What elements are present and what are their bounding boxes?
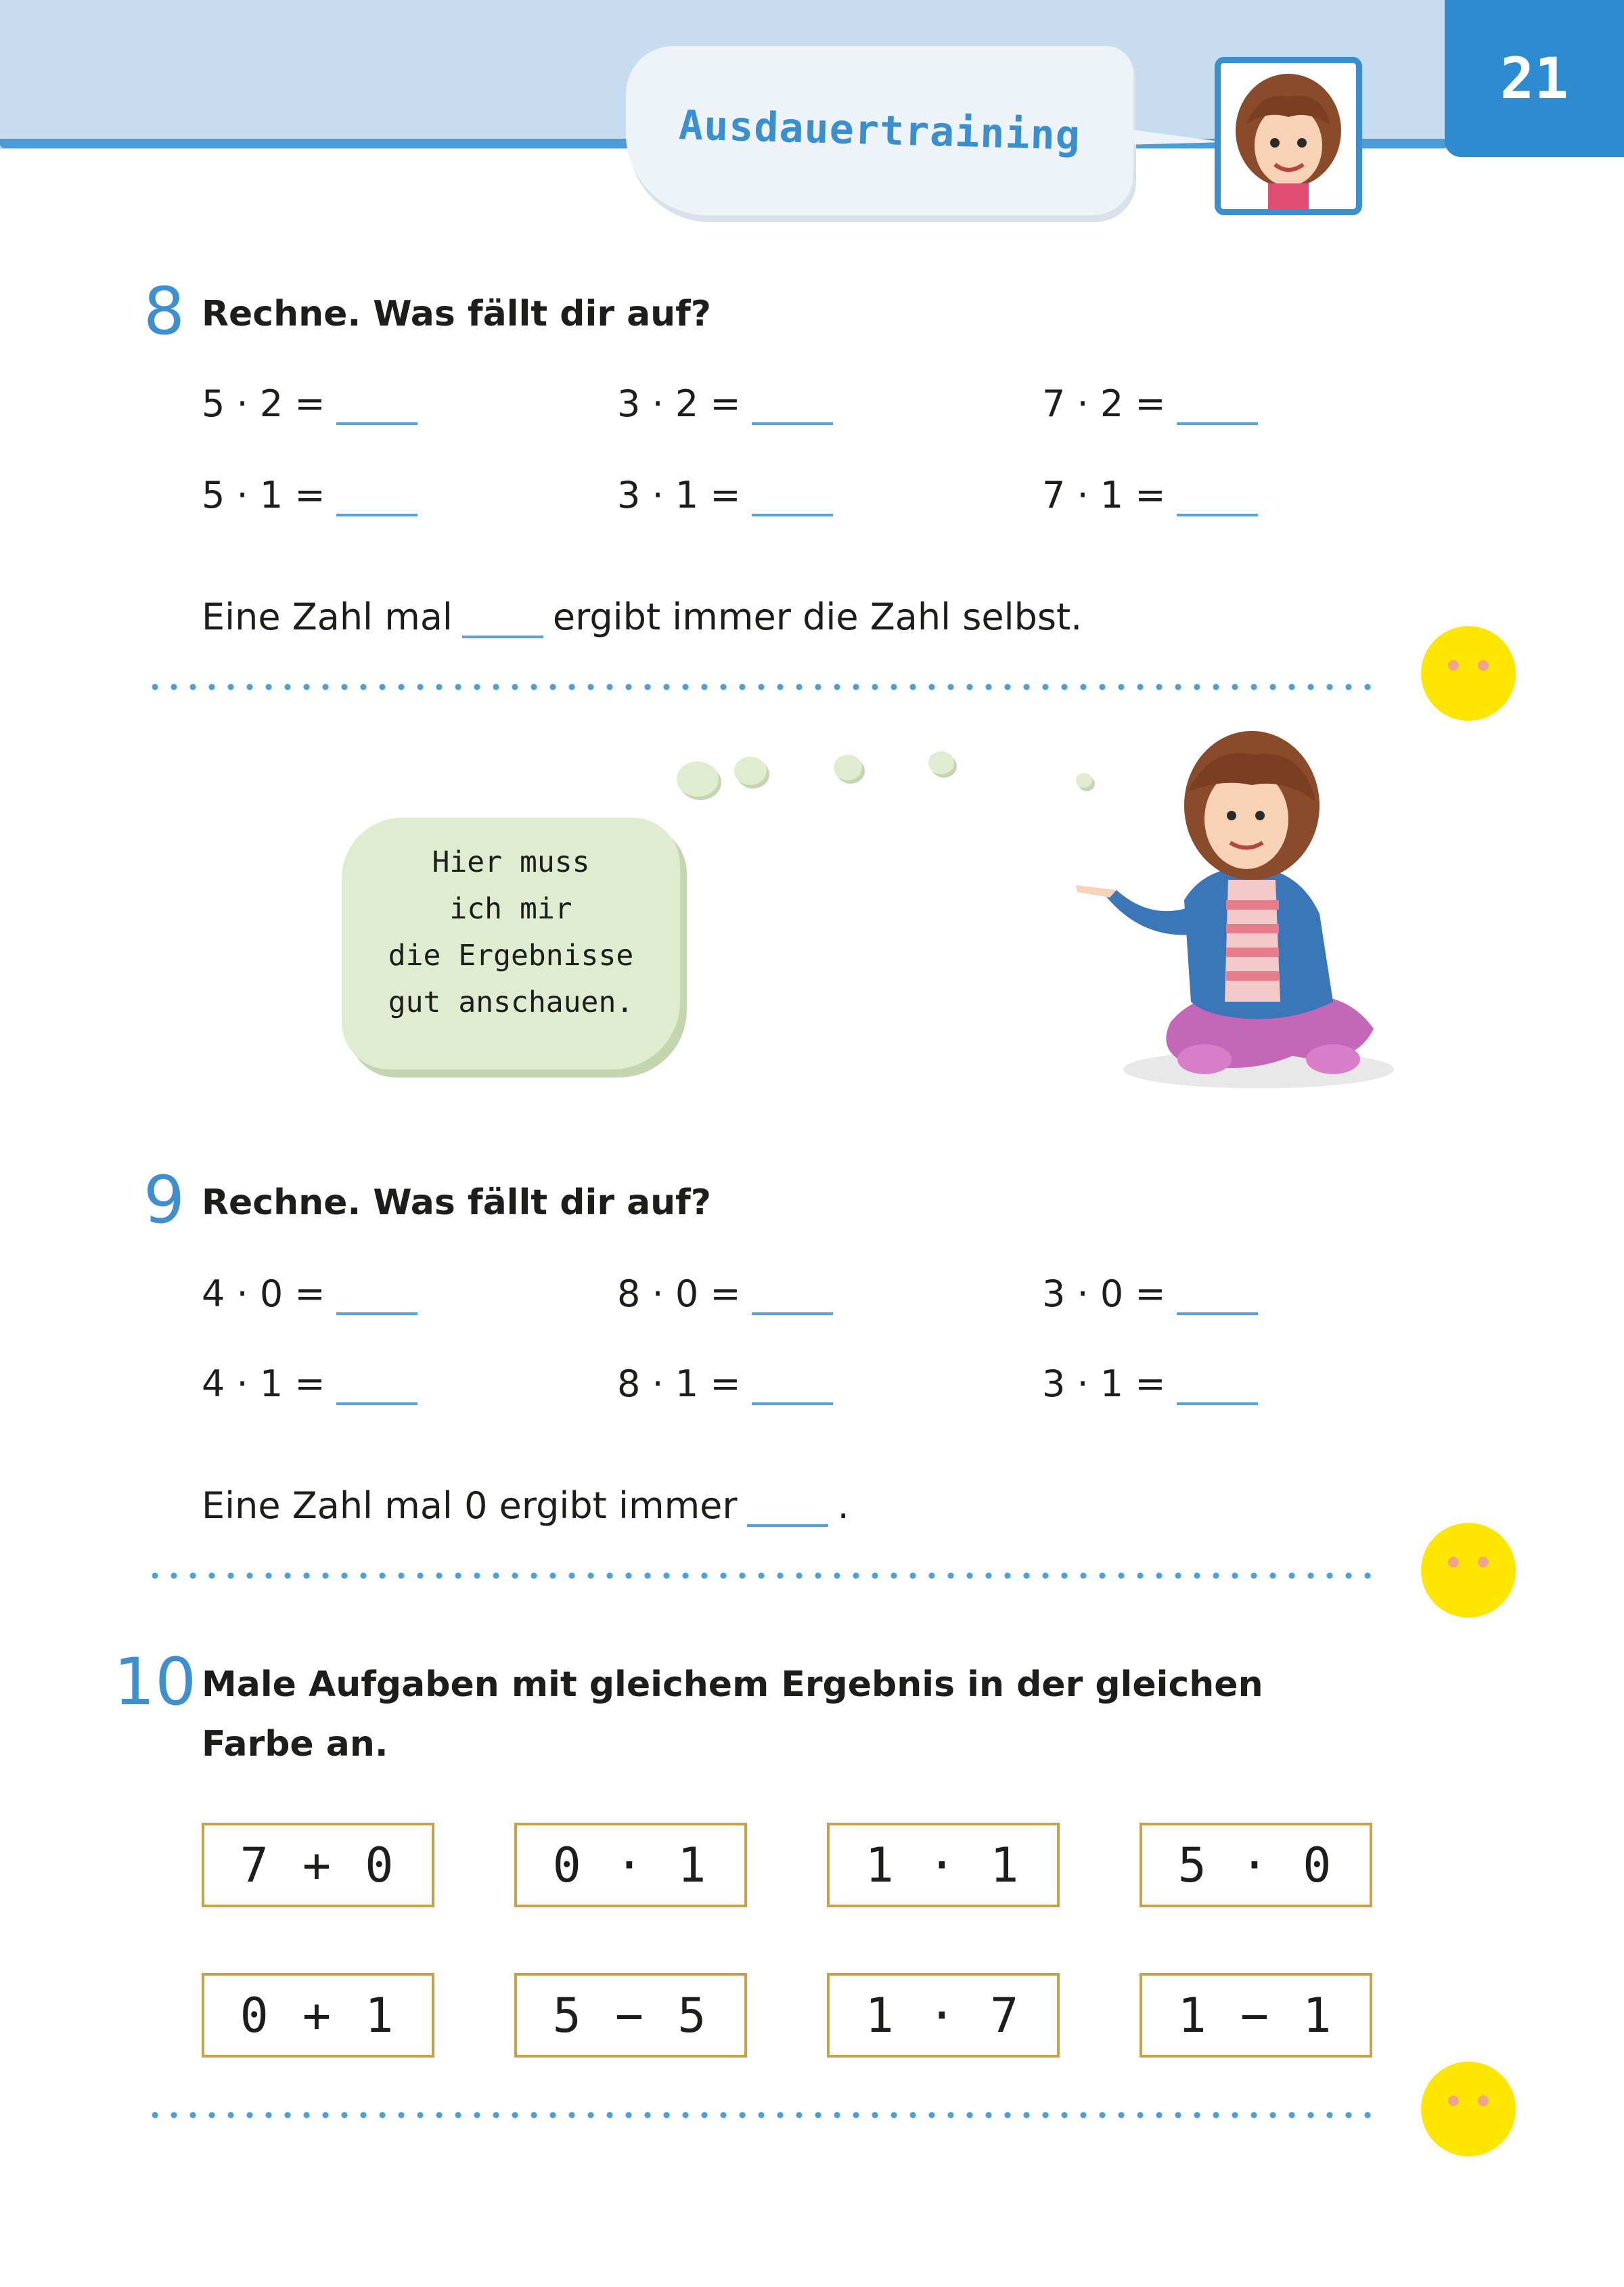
equation: 8 · 1 = <box>617 1362 833 1405</box>
equation: 4 · 0 = <box>202 1272 418 1315</box>
answer-blank[interactable] <box>752 395 833 425</box>
equation: 5 · 2 = <box>202 382 418 425</box>
dotted-divider <box>145 2112 1372 2118</box>
girl-face-icon <box>1221 63 1356 209</box>
calc-box[interactable]: 5 − 5 <box>514 1973 747 2058</box>
task-10-prompt: Male Aufgaben mit gleichem Ergebnis in der gleichen Farbe an. <box>202 1664 1263 1764</box>
task-9-prompt: Rechne. Was fällt dir auf? <box>202 1182 711 1223</box>
sentence-blank[interactable] <box>462 608 543 638</box>
task-number-10: 10 <box>114 1644 197 1720</box>
calc-box[interactable]: 7 + 0 <box>202 1823 434 1907</box>
equation: 7 · 1 = <box>1042 474 1258 516</box>
avatar <box>1215 57 1362 215</box>
task-8-sentence: Eine Zahl mal ergibt immer die Zahl selbst. <box>202 596 1083 638</box>
answer-blank[interactable] <box>752 1375 833 1405</box>
sentence-blank[interactable] <box>747 1497 828 1527</box>
thought-bubble-dot <box>834 755 862 780</box>
dotted-divider <box>145 684 1372 690</box>
answer-blank[interactable] <box>752 1285 833 1315</box>
calc-box[interactable]: 1 − 1 <box>1140 1973 1372 2058</box>
title-bubble <box>626 46 1133 215</box>
answer-blank[interactable] <box>336 487 418 516</box>
answer-blank[interactable] <box>752 487 833 516</box>
answer-blank[interactable] <box>336 1285 418 1315</box>
dotted-divider <box>145 1572 1372 1579</box>
calc-box[interactable]: 5 · 0 <box>1140 1823 1372 1907</box>
speech-bubble-text: Hier muss ich mir die Ergebnisse gut anschauen. <box>388 845 634 1019</box>
equation: 7 · 2 = <box>1042 382 1258 425</box>
answer-blank[interactable] <box>336 1375 418 1405</box>
task-number-8: 8 <box>143 273 185 349</box>
equation: 4 · 1 = <box>202 1362 418 1405</box>
answer-blank[interactable] <box>336 395 418 425</box>
task-number-9: 9 <box>143 1162 185 1238</box>
task-8-prompt: Rechne. Was fällt dir auf? <box>202 294 711 334</box>
answer-blank[interactable] <box>1177 395 1258 425</box>
calc-box[interactable]: 1 · 7 <box>827 1973 1060 2058</box>
equation: 3 · 1 = <box>1042 1362 1258 1405</box>
equation: 3 · 1 = <box>617 474 833 516</box>
smiley-icon[interactable] <box>1421 626 1516 721</box>
equation: 5 · 1 = <box>202 474 418 516</box>
thought-bubble-dot <box>734 757 767 785</box>
answer-blank[interactable] <box>1177 1375 1258 1405</box>
equation: 3 · 2 = <box>617 382 833 425</box>
calc-box[interactable]: 0 · 1 <box>514 1823 747 1907</box>
thought-bubble-dot <box>928 751 954 774</box>
thought-bubble-dot <box>677 761 719 797</box>
calc-box[interactable]: 1 · 1 <box>827 1823 1060 1907</box>
page-number: 21 <box>1445 0 1624 157</box>
equation: 3 · 0 = <box>1042 1272 1258 1315</box>
answer-blank[interactable] <box>1177 487 1258 516</box>
answer-blank[interactable] <box>1177 1285 1258 1315</box>
calc-box[interactable]: 0 + 1 <box>202 1973 434 2058</box>
page-title: Ausdauertraining <box>678 102 1081 160</box>
girl-illustration-icon <box>1069 717 1407 1096</box>
task-9-sentence: Eine Zahl mal 0 ergibt immer . <box>202 1484 849 1527</box>
smiley-icon[interactable] <box>1421 2062 1516 2156</box>
smiley-icon[interactable] <box>1421 1523 1516 1618</box>
equation: 8 · 0 = <box>617 1272 833 1315</box>
